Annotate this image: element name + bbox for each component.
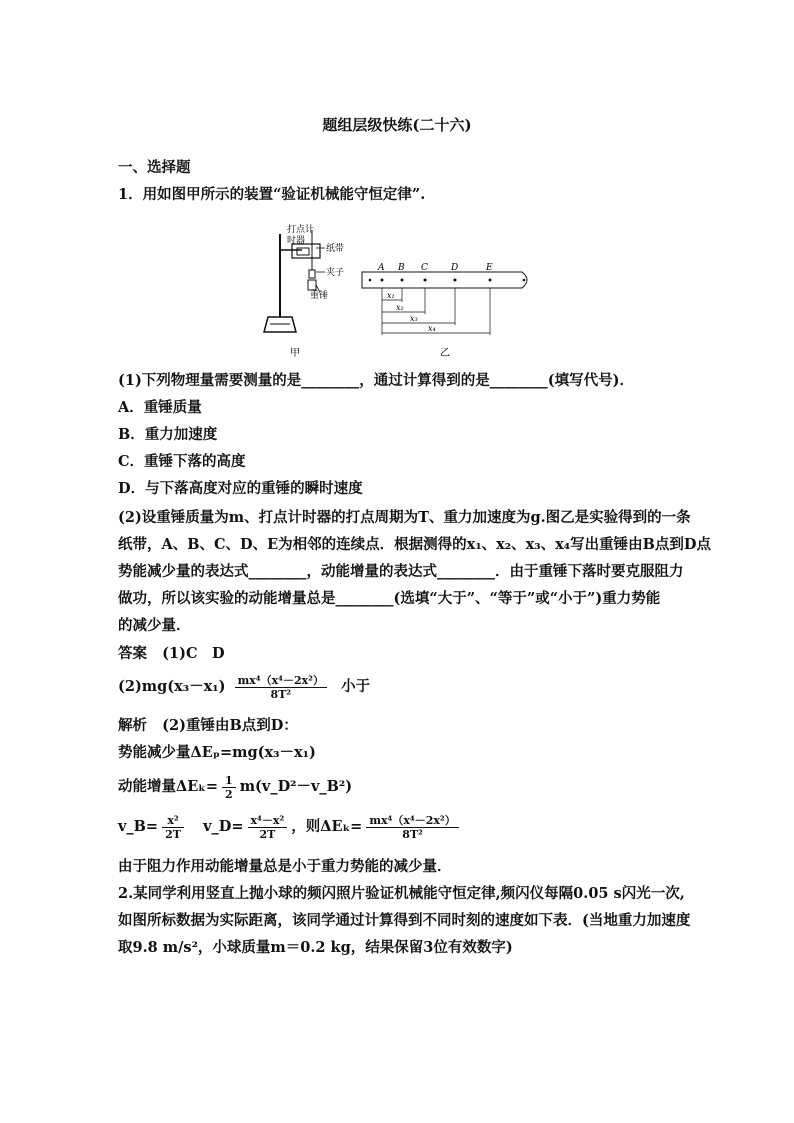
analysis-3-prefix: 动能增量ΔEₖ= (118, 778, 219, 795)
dist-x3: x₃ (410, 314, 418, 323)
vb-num: x² (162, 814, 184, 828)
label-clip: 夹子 (326, 268, 345, 278)
question-1-part-1: (1)下列物理量需要测量的是________，通过计算得到的是________(填写代号)． (118, 372, 635, 389)
vd-fraction (248, 814, 288, 841)
page-title: 题组层级快练(二十六) (322, 116, 472, 134)
analysis-3-suffix: m(v_D²－v_B²) (239, 778, 353, 795)
analysis-line-4 (118, 812, 463, 842)
answer-2-suffix: 小于 (341, 678, 371, 695)
vb-fraction (162, 814, 184, 841)
analysis-4-vb: v_B= (118, 818, 159, 835)
result-num: mx⁴（x⁴－2x²） (366, 814, 458, 828)
point-d: D (451, 263, 459, 273)
analysis-1: (2)重锤由B点到D： (162, 717, 298, 734)
analysis-line-2: 势能减少量ΔEₚ=mg(x₃－x₁) (118, 744, 316, 761)
vb-den: 2T (165, 827, 181, 841)
analysis-label: 解析 (118, 717, 147, 734)
answer-2-fraction (235, 674, 327, 701)
vd-num: x⁴－x² (248, 814, 288, 828)
answer-line-1 (118, 644, 225, 664)
result-den: 8T² (402, 827, 423, 841)
dist-x2: x₂ (396, 303, 404, 312)
point-a: A (378, 263, 385, 273)
question-1-part-2-line-3: 势能减少量的表达式________，动能增量的表达式________．由于重锤下落时要克服阻力 (118, 563, 684, 580)
dist-x4: x₄ (428, 324, 436, 333)
dist-x1: x₁ (387, 291, 395, 300)
caption-left: 甲 (290, 348, 300, 359)
vd-den: 2T (259, 827, 276, 841)
answer-2-num: mx⁴（x⁴－2x²） (235, 674, 327, 688)
question-1-part-2-line-4: 做功，所以该实验的动能增量总是________(选填“大于”、“等于”或“小于”)重力势能 (118, 590, 661, 607)
question-1-part-2-line-2: 纸带，A、B、C、D、E为相邻的连续点．根据测得的x₁、x₂、x₃、x₄写出重锤由B点到D点 (118, 536, 711, 553)
answer-2-prefix: (2)mg(x₃－x₁) (118, 678, 226, 695)
analysis-4-then: ，则ΔEₖ= (291, 818, 363, 835)
option-d: D．与下落高度对应的重锤的瞬时速度 (118, 480, 363, 497)
label-timer-1: 打点计 (287, 225, 315, 235)
label-weight: 重锤 (310, 291, 329, 301)
analysis-3-num: 1 (222, 774, 236, 788)
result-fraction (366, 814, 458, 841)
option-c: C．重锤下落的高度 (118, 453, 246, 470)
analysis-3-den: 2 (225, 787, 233, 801)
analysis-4-vd: v_D= (203, 818, 244, 835)
question-1-stem: 1．用如图甲所示的装置“验证机械能守恒定律”. (118, 186, 426, 203)
question-2-line-1: 2.某同学利用竖直上抛小球的频闪照片验证机械能守恒定律,频闪仪每隔0.05 s闪光一次, (118, 885, 685, 902)
point-e: E (486, 263, 493, 273)
label-tape: 纸带 (326, 244, 345, 254)
answer-1: (1)C D (162, 645, 225, 662)
section-heading: 一、选择题 (118, 159, 191, 176)
answer-2-den: 8T² (270, 687, 292, 701)
question-2-line-2: 如图所标数据为实际距离，该同学通过计算得到不同时刻的速度如下表．(当地重力加速度 (118, 912, 691, 929)
analysis-line-3 (118, 772, 352, 802)
answer-line-2 (118, 672, 370, 702)
apparatus-figure (250, 222, 550, 362)
analysis-3-fraction (222, 774, 236, 801)
option-a: A．重锤质量 (118, 399, 202, 416)
analysis-line-5: 由于阻力作用动能增量总是小于重力势能的减少量． (118, 858, 452, 875)
option-b: B．重力加速度 (118, 426, 218, 443)
question-1-part-2-line-1: (2)设重锤质量为m、打点计时器的打点周期为T、重力加速度为g.图乙是实验得到的一条 (118, 509, 691, 526)
question-2-line-3: 取9.8 m/s²，小球质量m＝0.2 kg，结果保留3位有效数字) (118, 939, 513, 956)
answer-label: 答案 (118, 645, 147, 662)
analysis-line-1 (118, 716, 298, 736)
point-c: C (421, 263, 428, 273)
caption-right: 乙 (440, 348, 450, 359)
point-b: B (398, 263, 405, 273)
question-1-part-2-line-5: 的减少量． (118, 617, 191, 634)
label-timer-2: 时器 (287, 236, 306, 246)
